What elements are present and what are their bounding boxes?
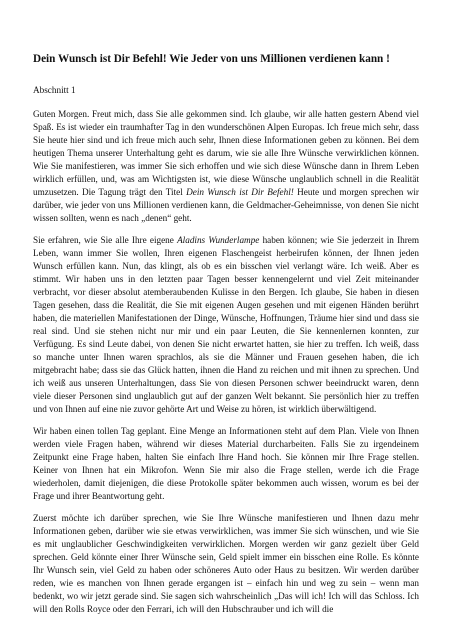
conference-title-emphasis: Dein Wunsch ist Dir Befehl! <box>186 187 294 197</box>
paragraph-2 <box>33 234 419 416</box>
paragraph-2-text-a: Sie erfahren, wie Sie alle Ihre eigene <box>33 235 178 245</box>
aladdin-lamp-emphasis: Aladins Wunderlampe <box>177 235 260 245</box>
paragraph-1-text-b: Heute und morgen sprechen wir darüber, wie jeder von uns Millionen verdienen kann, die Geldmacher-Geheimnisse, von denen Sie nicht wissen sollten, wenn es nach „denen“ geht. <box>33 187 419 223</box>
paragraph-3: Wir haben einen tollen Tag geplant. Eine Menge an Informationen steht auf dem Plan. Viele von Ihnen werden viele Fragen haben, während wir dieses Material durcharbeiten. Falls Sie zu irgendeinem Zeitpunkt eine Frage haben, halten Sie einfach Ihre Hand hoch. Sie können mir Ihre Frage stellen. Keiner von Ihnen hat ein Mikrofon. Wenn Sie mir also die Frage stellen, werde ich die Frage wiederholen, damit diejenigen, die diese Protokolle später bekommen auch wissen, worum es bei der Frage und ihrer Beantwortung geht. <box>33 426 419 501</box>
paragraph-4: Zuerst möchte ich darüber sprechen, wie Sie Ihre Wünsche manifestieren und Ihnen dazu mehr Informationen geben, darüber wie sie etwas verwirklichen, was immer Sie sich wünschen, und wie Sie es mit unglaublicher Geschwindigkeiten verwirklichen. Morgen werden wir ganz gezielt über Geld sprechen. Geld könnte einer Ihrer Wünsche sein, Geld spielt immer ein bisschen eine Rolle. Es könnte Ihr Wunsch sein, viel Geld zu haben oder schöneres Auto oder Haus zu besitzen. Wir werden darüber reden, wie es manchen von Ihnen gerade ergangen ist – einfach hin und weg zu sein – wenn man bedenkt, wo wir jetzt gerade sind. Sie sagen sich wahrscheinlich „Das will ich! Ich will das Schloss. Ich will den Rolls Royce oder den Ferrari, ich will den Hubschrauber und ich will die <box>33 513 419 614</box>
section-heading: Abschnitt 1 <box>33 85 76 95</box>
paragraph-1-text-a: Guten Morgen. Freut mich, dass Sie alle gekommen sind. Ich glaube, wir alle hatten gestern Abend viel Spaß. Es ist wieder ein traumhafter Tag in den wunderschönen Alpen Europas. Ich freue mich sehr, dass Sie heute hier sind und ich freue mich auch sehr, Ihnen diese Informationen geben zu können. Bei dem heutigen Thema unserer Unterhaltung geht es darum, wie sie alle Ihre Wünsche verwirklichen können. Wie Sie manifestieren, was immer Sie sich erhoffen und wie sich diese Wünsche dann in Ihrem Leben wirklich erfüllen, und, was am Wichtigsten ist, wie diese Wünsche unglaublich schnell in die Realität umzusetzen. Die Tagung trägt den Titel <box>33 109 419 197</box>
paragraph-1 <box>33 108 419 225</box>
document-title: Dein Wunsch ist Dir Befehl! Wie Jeder von uns Millionen verdienen kann ! <box>33 53 390 65</box>
paragraph-2-text-b: haben können; wie Sie jederzeit in Ihrem Leben, wann immer Sie wollen, Ihren eigenen Flaschengeist herbeirufen können, der Ihnen jeden Wunsch erfüllen kann. Nun, das klingt, als ob es ein bisschen viel verlangt wäre. Ich weiß. Aber es stimmt. Wir haben uns in den letzten paar Tagen besser kennengelernt und viel Zeit miteinander verbracht, vor dieser absolut atemberaubenden Kulisse in den Bergen. Ich glaube, Sie haben in diesen Tagen gesehen, dass die Realität, die Sie mit eigenen Augen gesehen und mit eigenen Händen berührt haben, die materiellen Manifestationen der Dinge, Wünsche, Hoffnungen, Träume hier sind und dass sie real sind. Und sie stehen nicht nur mir und ein paar Leuten, die Sie kennenlernen konnten, zur Verfügung. Es sind Leute dabei, von denen Sie nicht erwartet hatten, sie hier zu treffen. Ich weiß, dass so manche unter Ihnen waren sprachlos, als sie die Männer und Frauen gesehen haben, die ich mitgebracht habe; dass sie das Glück hatten, ihnen die Hand zu reichen und mit ihnen zu sprechen. Und ich weiß aus unseren Unterhaltungen, dass Sie von diesen Personen schwer beeindruckt waren, denn viele dieser Personen sind unglaublich gut auf der ganzen Welt bekannt. Sie persönlich hier zu treffen und von Ihnen auf eine nie zuvor gehörte Art und Weise zu hören, ist wirklich überwältigend. <box>33 235 420 414</box>
